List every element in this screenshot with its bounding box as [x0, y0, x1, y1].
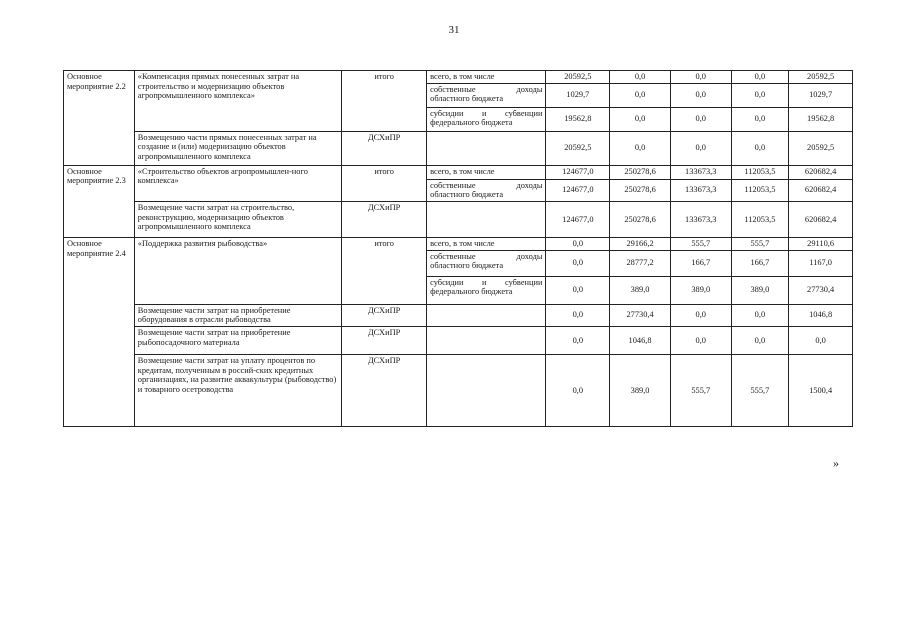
funding-source: собственные доходы областного бюджета [427, 179, 546, 201]
amount-cell: 20592,5 [789, 131, 853, 165]
amount-cell: 555,7 [731, 237, 789, 250]
amount-cell: 620682,4 [789, 165, 853, 179]
table-row [64, 304, 853, 326]
executor: ДСХиПР [342, 201, 427, 237]
funding-source-empty [427, 326, 546, 354]
amount-cell: 166,7 [670, 250, 731, 276]
amount-cell: 389,0 [610, 276, 671, 304]
amount-cell: 555,7 [670, 354, 731, 426]
amount-cell: 20592,5 [546, 71, 610, 84]
sub-event-title: Возмещение части затрат на строительство, реконструкцию, модернизацию объектов агропромышленного комплекса [134, 201, 341, 237]
budget-table [63, 70, 853, 427]
executor: ДСХиПР [342, 354, 427, 426]
amount-cell: 1500,4 [789, 354, 853, 426]
amount-cell: 0,0 [670, 131, 731, 165]
amount-cell: 29166,2 [610, 237, 671, 250]
amount-cell: 1046,8 [610, 326, 671, 354]
amount-cell: 0,0 [731, 83, 789, 107]
executor: ДСХиПР [342, 304, 427, 326]
sub-event-title: Возмещение части затрат на приобретение рыбопосадочного материала [134, 326, 341, 354]
amount-cell: 112053,5 [731, 179, 789, 201]
amount-cell: 389,0 [731, 276, 789, 304]
amount-cell: 19562,8 [789, 107, 853, 131]
amount-cell: 133673,3 [670, 179, 731, 201]
executor: итого [342, 237, 427, 304]
amount-cell: 0,0 [731, 326, 789, 354]
amount-cell: 28777,2 [610, 250, 671, 276]
amount-cell: 0,0 [546, 250, 610, 276]
funding-source: собственные доходы областного бюджета [427, 250, 546, 276]
amount-cell: 133673,3 [670, 165, 731, 179]
closing-quote: » [833, 456, 839, 470]
amount-cell: 0,0 [731, 131, 789, 165]
amount-cell: 389,0 [670, 276, 731, 304]
event-number: Основное мероприятие 2.4 [64, 237, 135, 426]
amount-cell: 0,0 [546, 304, 610, 326]
amount-cell: 0,0 [731, 71, 789, 84]
amount-cell: 0,0 [731, 107, 789, 131]
amount-cell: 112053,5 [731, 165, 789, 179]
amount-cell: 0,0 [610, 83, 671, 107]
amount-cell: 27730,4 [789, 276, 853, 304]
amount-cell: 555,7 [670, 237, 731, 250]
funding-source-empty [427, 354, 546, 426]
table-row [64, 71, 853, 84]
amount-cell: 124677,0 [546, 201, 610, 237]
amount-cell: 29110,6 [789, 237, 853, 250]
amount-cell: 0,0 [670, 83, 731, 107]
funding-source: субсидии и субвенции федерального бюджета [427, 107, 546, 131]
amount-cell: 1167,0 [789, 250, 853, 276]
amount-cell: 27730,4 [610, 304, 671, 326]
amount-cell: 555,7 [731, 354, 789, 426]
amount-cell: 0,0 [610, 71, 671, 84]
event-title: «Строительство объектов агропромышлен-ного комплекса» [134, 165, 341, 201]
funding-source-empty [427, 304, 546, 326]
amount-cell: 0,0 [670, 107, 731, 131]
amount-cell: 20592,5 [546, 131, 610, 165]
amount-cell: 166,7 [731, 250, 789, 276]
amount-cell: 19562,8 [546, 107, 610, 131]
executor: ДСХиПР [342, 326, 427, 354]
event-number: Основное мероприятие 2.2 [64, 71, 135, 166]
amount-cell: 620682,4 [789, 201, 853, 237]
amount-cell: 0,0 [670, 71, 731, 84]
executor: ДСХиПР [342, 131, 427, 165]
funding-source: субсидии и субвенции федерального бюджета [427, 276, 546, 304]
amount-cell: 0,0 [546, 354, 610, 426]
table-row [64, 131, 853, 165]
table-row [64, 354, 853, 426]
page-number: 31 [448, 24, 460, 36]
funding-source-empty [427, 131, 546, 165]
executor: итого [342, 165, 427, 201]
amount-cell: 0,0 [789, 326, 853, 354]
table-row [64, 201, 853, 237]
funding-source: всего, в том числе [427, 165, 546, 179]
funding-source: всего, в том числе [427, 71, 546, 84]
sub-event-title: Возмещение части затрат на приобретение оборудования в отрасли рыбоводства [134, 304, 341, 326]
event-number: Основное мероприятие 2.3 [64, 165, 135, 237]
funding-source-empty [427, 201, 546, 237]
amount-cell: 112053,5 [731, 201, 789, 237]
sub-event-title: Возмещению части прямых понесенных затрат на создание и (или) модернизацию объектов агропромышленного комплекса [134, 131, 341, 165]
event-title: «Поддержка развития рыбоводства» [134, 237, 341, 304]
amount-cell: 133673,3 [670, 201, 731, 237]
event-title: «Компенсация прямых понесенных затрат на строительство и модернизацию объектов агропромышленного комплекса» [134, 71, 341, 132]
amount-cell: 0,0 [546, 326, 610, 354]
amount-cell: 250278,6 [610, 179, 671, 201]
amount-cell: 124677,0 [546, 165, 610, 179]
sub-event-title: Возмещение части затрат на уплату процентов по кредитам, полученным в россий-ских кредитных организациях, на развитие аквакультуры (рыбоводство) и товарного осетроводства [134, 354, 341, 426]
amount-cell: 250278,6 [610, 201, 671, 237]
amount-cell: 0,0 [546, 276, 610, 304]
amount-cell: 0,0 [731, 304, 789, 326]
table-row [64, 237, 853, 250]
amount-cell: 0,0 [610, 131, 671, 165]
amount-cell: 1046,8 [789, 304, 853, 326]
amount-cell: 389,0 [610, 354, 671, 426]
funding-source: собственные доходы областного бюджета [427, 83, 546, 107]
amount-cell: 620682,4 [789, 179, 853, 201]
executor: итого [342, 71, 427, 132]
amount-cell: 20592,5 [789, 71, 853, 84]
table-row [64, 165, 853, 179]
funding-source: всего, в том числе [427, 237, 546, 250]
table-row [64, 326, 853, 354]
amount-cell: 124677,0 [546, 179, 610, 201]
amount-cell: 0,0 [670, 304, 731, 326]
amount-cell: 1029,7 [546, 83, 610, 107]
amount-cell: 250278,6 [610, 165, 671, 179]
amount-cell: 1029,7 [789, 83, 853, 107]
amount-cell: 0,0 [610, 107, 671, 131]
amount-cell: 0,0 [670, 326, 731, 354]
amount-cell: 0,0 [546, 237, 610, 250]
